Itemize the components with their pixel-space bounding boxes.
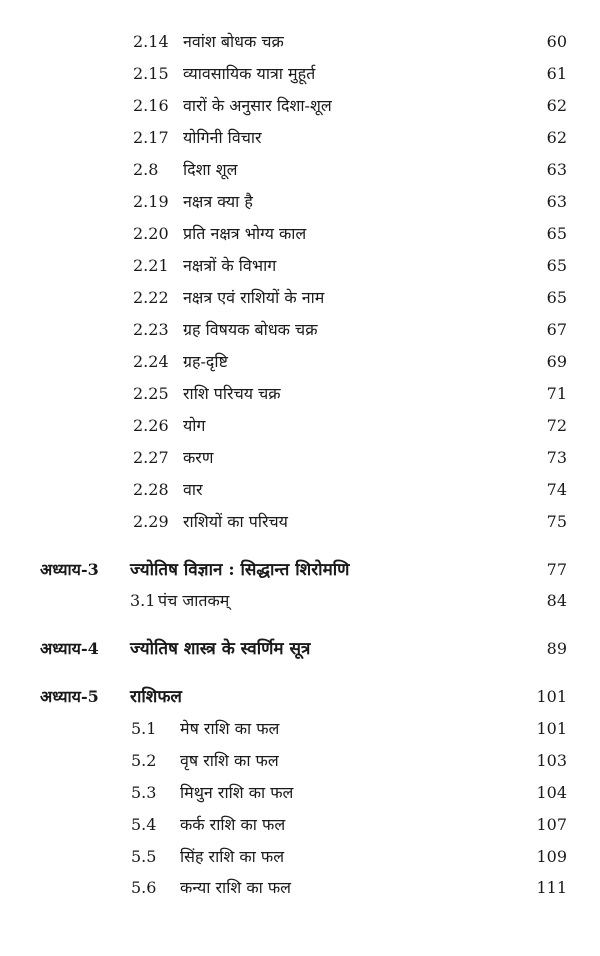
page-number: 63	[546, 160, 567, 179]
section-title: ग्रह-दृष्टि	[183, 352, 228, 371]
toc-entry	[0, 379, 600, 409]
section-number: 2.20	[133, 224, 169, 243]
toc-entry	[0, 123, 600, 153]
toc-entry	[0, 443, 600, 473]
toc-entry	[0, 91, 600, 121]
page-number: 65	[546, 288, 567, 307]
page-number: 89	[546, 639, 567, 658]
section-number: 2.8	[133, 160, 159, 179]
page-number: 71	[546, 384, 567, 403]
page-number: 62	[546, 96, 567, 115]
page-number: 107	[536, 815, 567, 834]
section-title: राशि परिचय चक्र	[183, 384, 281, 403]
page-number: 77	[546, 560, 567, 579]
chapter-label: अध्याय-4	[40, 639, 99, 658]
toc-entry	[0, 507, 600, 537]
toc-entry	[0, 475, 600, 505]
section-number: 2.26	[133, 416, 169, 435]
section-title: करण	[183, 448, 214, 467]
section-title: योग	[183, 416, 206, 435]
section-title: नवांश बोधक चक्र	[183, 32, 284, 51]
page-number: 103	[536, 751, 567, 770]
toc-chapter	[0, 634, 600, 664]
section-title: राशियों का परिचय	[183, 512, 288, 531]
page-number: 101	[536, 687, 567, 706]
section-number: 2.23	[133, 320, 169, 339]
section-number: 2.19	[133, 192, 169, 211]
section-number: 2.22	[133, 288, 169, 307]
section-title: कन्या राशि का फल	[180, 878, 292, 897]
chapter-title: ज्योतिष विज्ञान : सिद्धान्त शिरोमणि	[130, 560, 350, 580]
section-title: मिथुन राशि का फल	[180, 783, 294, 802]
page-number: 101	[536, 719, 567, 738]
section-number: 2.27	[133, 448, 169, 467]
toc-entry	[0, 27, 600, 57]
section-number: 2.16	[133, 96, 169, 115]
toc-entry	[0, 810, 600, 840]
section-number: 5.5	[131, 847, 157, 866]
page-number: 69	[546, 352, 567, 371]
section-number: 2.21	[133, 256, 169, 275]
page-number: 67	[546, 320, 567, 339]
section-number: 2.29	[133, 512, 169, 531]
section-number: 2.24	[133, 352, 169, 371]
section-title: प्रति नक्षत्र भोग्य काल	[183, 224, 307, 243]
section-number: 5.2	[131, 751, 157, 770]
page-number: 84	[546, 591, 567, 610]
section-number: 5.1	[131, 719, 157, 738]
toc-entry	[0, 746, 600, 776]
page-number: 111	[536, 878, 567, 897]
chapter-label: अध्याय-5	[40, 687, 99, 706]
page-number: 62	[546, 128, 567, 147]
section-number: 5.6	[131, 878, 157, 897]
page-number: 73	[546, 448, 567, 467]
toc-entry	[0, 347, 600, 377]
section-title: नक्षत्र एवं राशियों के नाम	[183, 288, 325, 307]
toc-chapter	[0, 555, 600, 585]
page-number: 75	[546, 512, 567, 531]
toc-entry	[0, 283, 600, 313]
section-title: वृष राशि का फल	[180, 751, 279, 770]
page-number: 109	[536, 847, 567, 866]
section-number: 2.17	[133, 128, 169, 147]
section-number: 2.14	[133, 32, 169, 51]
page-number: 60	[546, 32, 567, 51]
toc-entry	[0, 411, 600, 441]
section-number: 5.3	[131, 783, 157, 802]
section-title: योगिनी विचार	[183, 128, 262, 147]
section-title: वारों के अनुसार दिशा-शूल	[183, 96, 332, 115]
section-title: वार	[183, 480, 203, 499]
toc-entry	[0, 187, 600, 217]
toc-entry	[0, 586, 600, 616]
chapter-title: राशिफल	[130, 687, 182, 707]
section-title: पंच जातकम्	[158, 591, 230, 610]
section-title: ग्रह विषयक बोधक चक्र	[183, 320, 318, 339]
section-title: कर्क राशि का फल	[180, 815, 286, 834]
section-title: मेष राशि का फल	[180, 719, 280, 738]
page-number: 65	[546, 256, 567, 275]
toc-entry	[0, 59, 600, 89]
section-title: सिंह राशि का फल	[180, 847, 285, 866]
page-number: 104	[536, 783, 567, 802]
section-number: 3.1	[130, 591, 156, 610]
toc-entry	[0, 219, 600, 249]
toc-chapter	[0, 682, 600, 712]
toc-entry	[0, 842, 600, 872]
page-number: 72	[546, 416, 567, 435]
section-title: नक्षत्रों के विभाग	[183, 256, 277, 275]
section-number: 2.15	[133, 64, 169, 83]
page-number: 61	[546, 64, 567, 83]
page-number: 63	[546, 192, 567, 211]
page-number: 65	[546, 224, 567, 243]
toc-entry	[0, 315, 600, 345]
section-title: नक्षत्र क्या है	[183, 192, 253, 211]
section-title: व्यावसायिक यात्रा मुहूर्त	[183, 64, 316, 83]
toc-entry	[0, 714, 600, 744]
page-number: 74	[546, 480, 567, 499]
section-title: दिशा शूल	[183, 160, 238, 179]
toc-entry	[0, 251, 600, 281]
section-number: 2.25	[133, 384, 169, 403]
chapter-title: ज्योतिष शास्त्र के स्वर्णिम सूत्र	[130, 639, 311, 659]
toc-entry	[0, 778, 600, 808]
toc-entry	[0, 155, 600, 185]
section-number: 2.28	[133, 480, 169, 499]
toc-entry	[0, 873, 600, 903]
section-number: 5.4	[131, 815, 157, 834]
chapter-label: अध्याय-3	[40, 560, 99, 579]
